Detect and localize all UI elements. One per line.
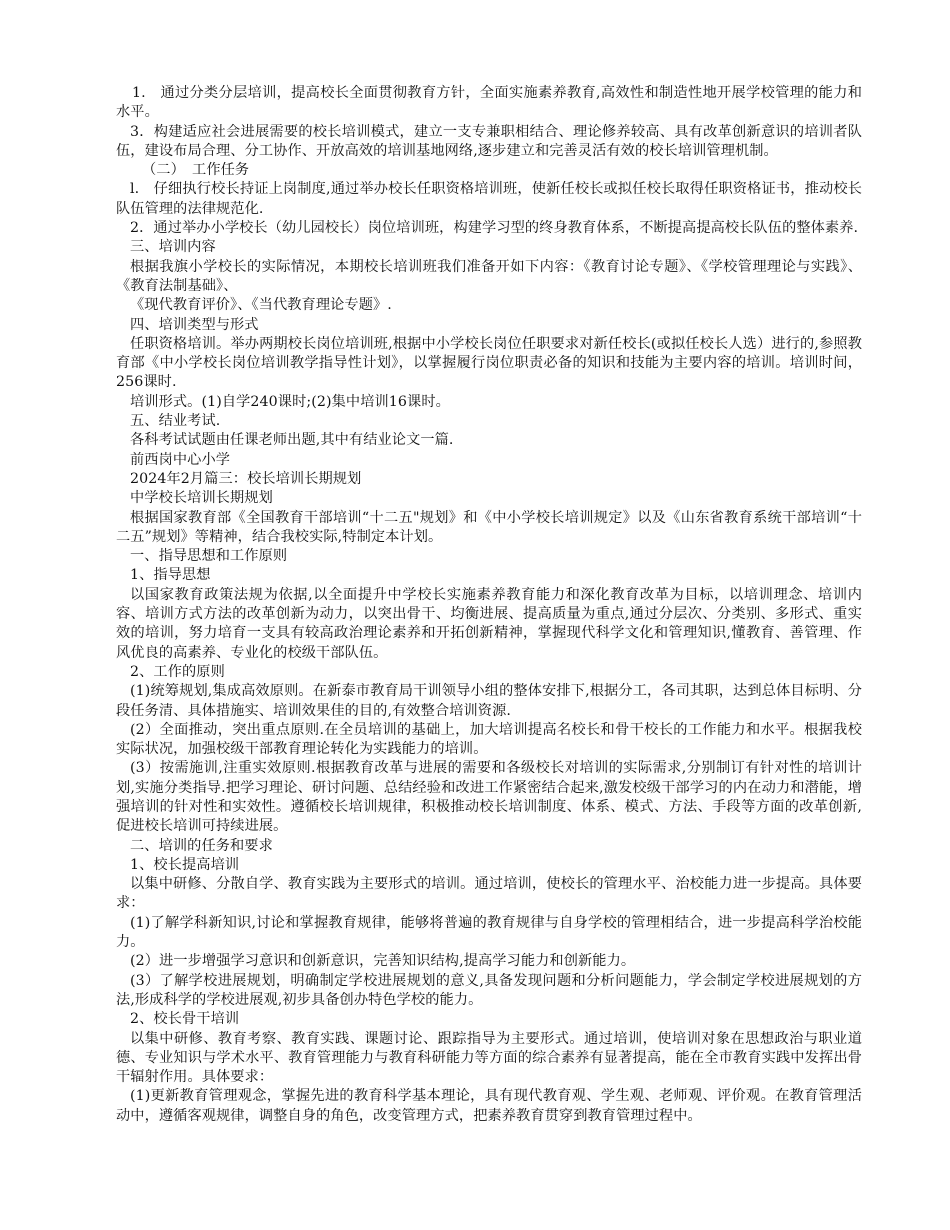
- paragraph: 前西岗中心小学: [130, 451, 231, 468]
- paragraph: (2）全面推动，突出重点原则.在全员培训的基础上，加大培训提高名校长和骨干校长的工作能力和水平。根据我校实际状况，加强校级干部教育理论转化为实践能力的培训。: [116, 721, 862, 758]
- paragraph: (2）进一步增强学习意识和创新意识，完善知识结构,提高学习能力和创新能力。: [130, 953, 636, 970]
- paragraph: 1. 通过分类分层培训，提高校长全面贯彻教育方针，全面实施素养教育,高效性和制造性地开展学校管理的能力和水平。: [116, 85, 862, 121]
- paragraph: l. 仔细执行校长持证上岗制度,通过举办校长任职资格培训班，使新任校长或拟任校长取得任职资格证书，推动校长队伍管理的法律规范化.: [116, 181, 862, 217]
- paragraph: 根据国家教育部《全国教育干部培训“十二五"规划》和《中小学校长培训规定》以及《山东省教育系统干部培训“十二五”规划》等精神，结合我校实际,特制定本计划。: [116, 509, 862, 545]
- section-heading: 四、培训类型与形式: [130, 316, 259, 333]
- document-body: [116, 84, 862, 1126]
- section-heading: 五、结业考试.: [130, 413, 221, 430]
- paragraph: 3．构建适应社会进展需要的校长培训模式，建立一支专兼职相结合、理论修养较高、具有改革创新意识的培训者队伍，建设布局合理、分工协作、开放高效的培训基地网络,逐步建立和完善灵活有效的校长培训管理机制。: [116, 123, 862, 159]
- document-title: 中学校长培训长期规划: [130, 490, 273, 507]
- paragraph: (1)了解学科新知识,讨论和掌握教育规律，能够将普遍的教育规律与自身学校的管理相结合，进一步提高科学治校能力。: [116, 914, 862, 951]
- section-heading: 2、工作的原则: [130, 663, 225, 680]
- section-heading: 2、校长骨干培训: [130, 1011, 240, 1028]
- paragraph: 各科考试试题由任课老师出题,其中有结业论文一篇.: [130, 432, 454, 449]
- section-heading: 1、校长提高培训: [130, 856, 240, 873]
- paragraph: (3）了解学校进展规划，明确制定学校进展规划的意义,具备发现问题和分析问题能力，学会制定学校进展规划的方法,形成科学的学校进展观,初步具备创办特色学校的能力。: [116, 972, 862, 1008]
- paragraph: 2024年2月篇三：校长培训长期规划: [130, 470, 362, 487]
- paragraph: 《现代教育评价》、《当代教育理论专题》.: [130, 297, 392, 314]
- paragraph: 任职资格培训。举办两期校长岗位培训班,根据中小学校长岗位任职要求对新任校长(或拟任校长人选）进行的,参照教育部《中小学校长岗位培训教学指导性计划》，以掌握履行岗位职责必备的知识和技能为主要内容的培训。培训时间，256课时.: [116, 335, 862, 391]
- paragraph: (3）按需施训,注重实效原则.根据教育改革与进展的需要和各级校长对培训的实际需求,分别制订有针对性的培训计划,实施分类指导.把学习理论、研讨问题、总结经验和改进工作紧密结合起来,激发校级干部学习的内在动力和潜能，增强培训的针对性和实效性。遵循校长培训规律，积极推动校长培训制度、体系、模式、方法、手段等方面的改革创新,促进校长培训可持续进展。: [116, 760, 862, 835]
- paragraph: (1)更新教育管理观念，掌握先进的教育科学基本理论，具有现代教育观、学生观、老师观、评价观。在教育管理活动中，遵循客观规律，调整自身的角色，改变管理方式，把素养教育贯穿到教育管理过程中。: [116, 1088, 862, 1124]
- paragraph: 培训形式。(1)自学240课时;(2)集中培训16课时。: [130, 393, 450, 410]
- paragraph: 以集中研修、教育考察、教育实践、课题讨论、跟踪指导为主要形式。通过培训，使培训对象在思想政治与职业道德、专业知识与学术水平、教育管理能力与教育科研能力等方面的综合素养有显著提高，能在全市教育实践中发挥出骨干辐射作用。具体要求：: [116, 1030, 862, 1086]
- section-heading: 二、培训的任务和要求: [130, 837, 273, 854]
- paragraph: 以集中研修、分散自学、教育实践为主要形式的培训。通过培训，使校长的管理水平、治校能力进一步提高。具体要求：: [116, 876, 862, 912]
- section-heading: 一、指导思想和工作原则: [130, 548, 288, 565]
- paragraph: 根据我旗小学校长的实际情况，本期校长培训班我们准备开如下内容：《教育讨论专题》、《学校管理理论与实践》、《教育法制基础》、: [116, 258, 862, 294]
- paragraph: 2．通过举办小学校长（幼儿园校长）岗位培训班，构建学习型的终身教育体系，不断提高提高校长队伍的整体素养.: [130, 220, 859, 237]
- section-heading: 三、培训内容: [130, 239, 216, 256]
- paragraph: 以国家教育政策法规为依据,以全面提升中学校长实施素养教育能力和深化教育改革为目标，以培训理念、培训内容、培训方式方法的改革创新为动力，以突出骨干、均衡进展、提高质量为重点,通过分层次、分类别、多形式、重实效的培训，努力培育一支具有较高政治理论素养和开拓创新精神，掌握现代科学文化和管理知识,懂教育、善管理、作风优良的高素养、专业化的校级干部队伍。: [116, 586, 862, 661]
- paragraph: (1)统筹规划,集成高效原则。在新泰市教育局干训领导小组的整体安排下,根据分工，各司其职，达到总体目标明、分段任务清、具体措施实、培训效果佳的目的,有效整合培训资源.: [116, 683, 862, 719]
- section-heading: 1、指导思想: [130, 567, 211, 584]
- section-heading: （二） 工作任务: [142, 162, 250, 179]
